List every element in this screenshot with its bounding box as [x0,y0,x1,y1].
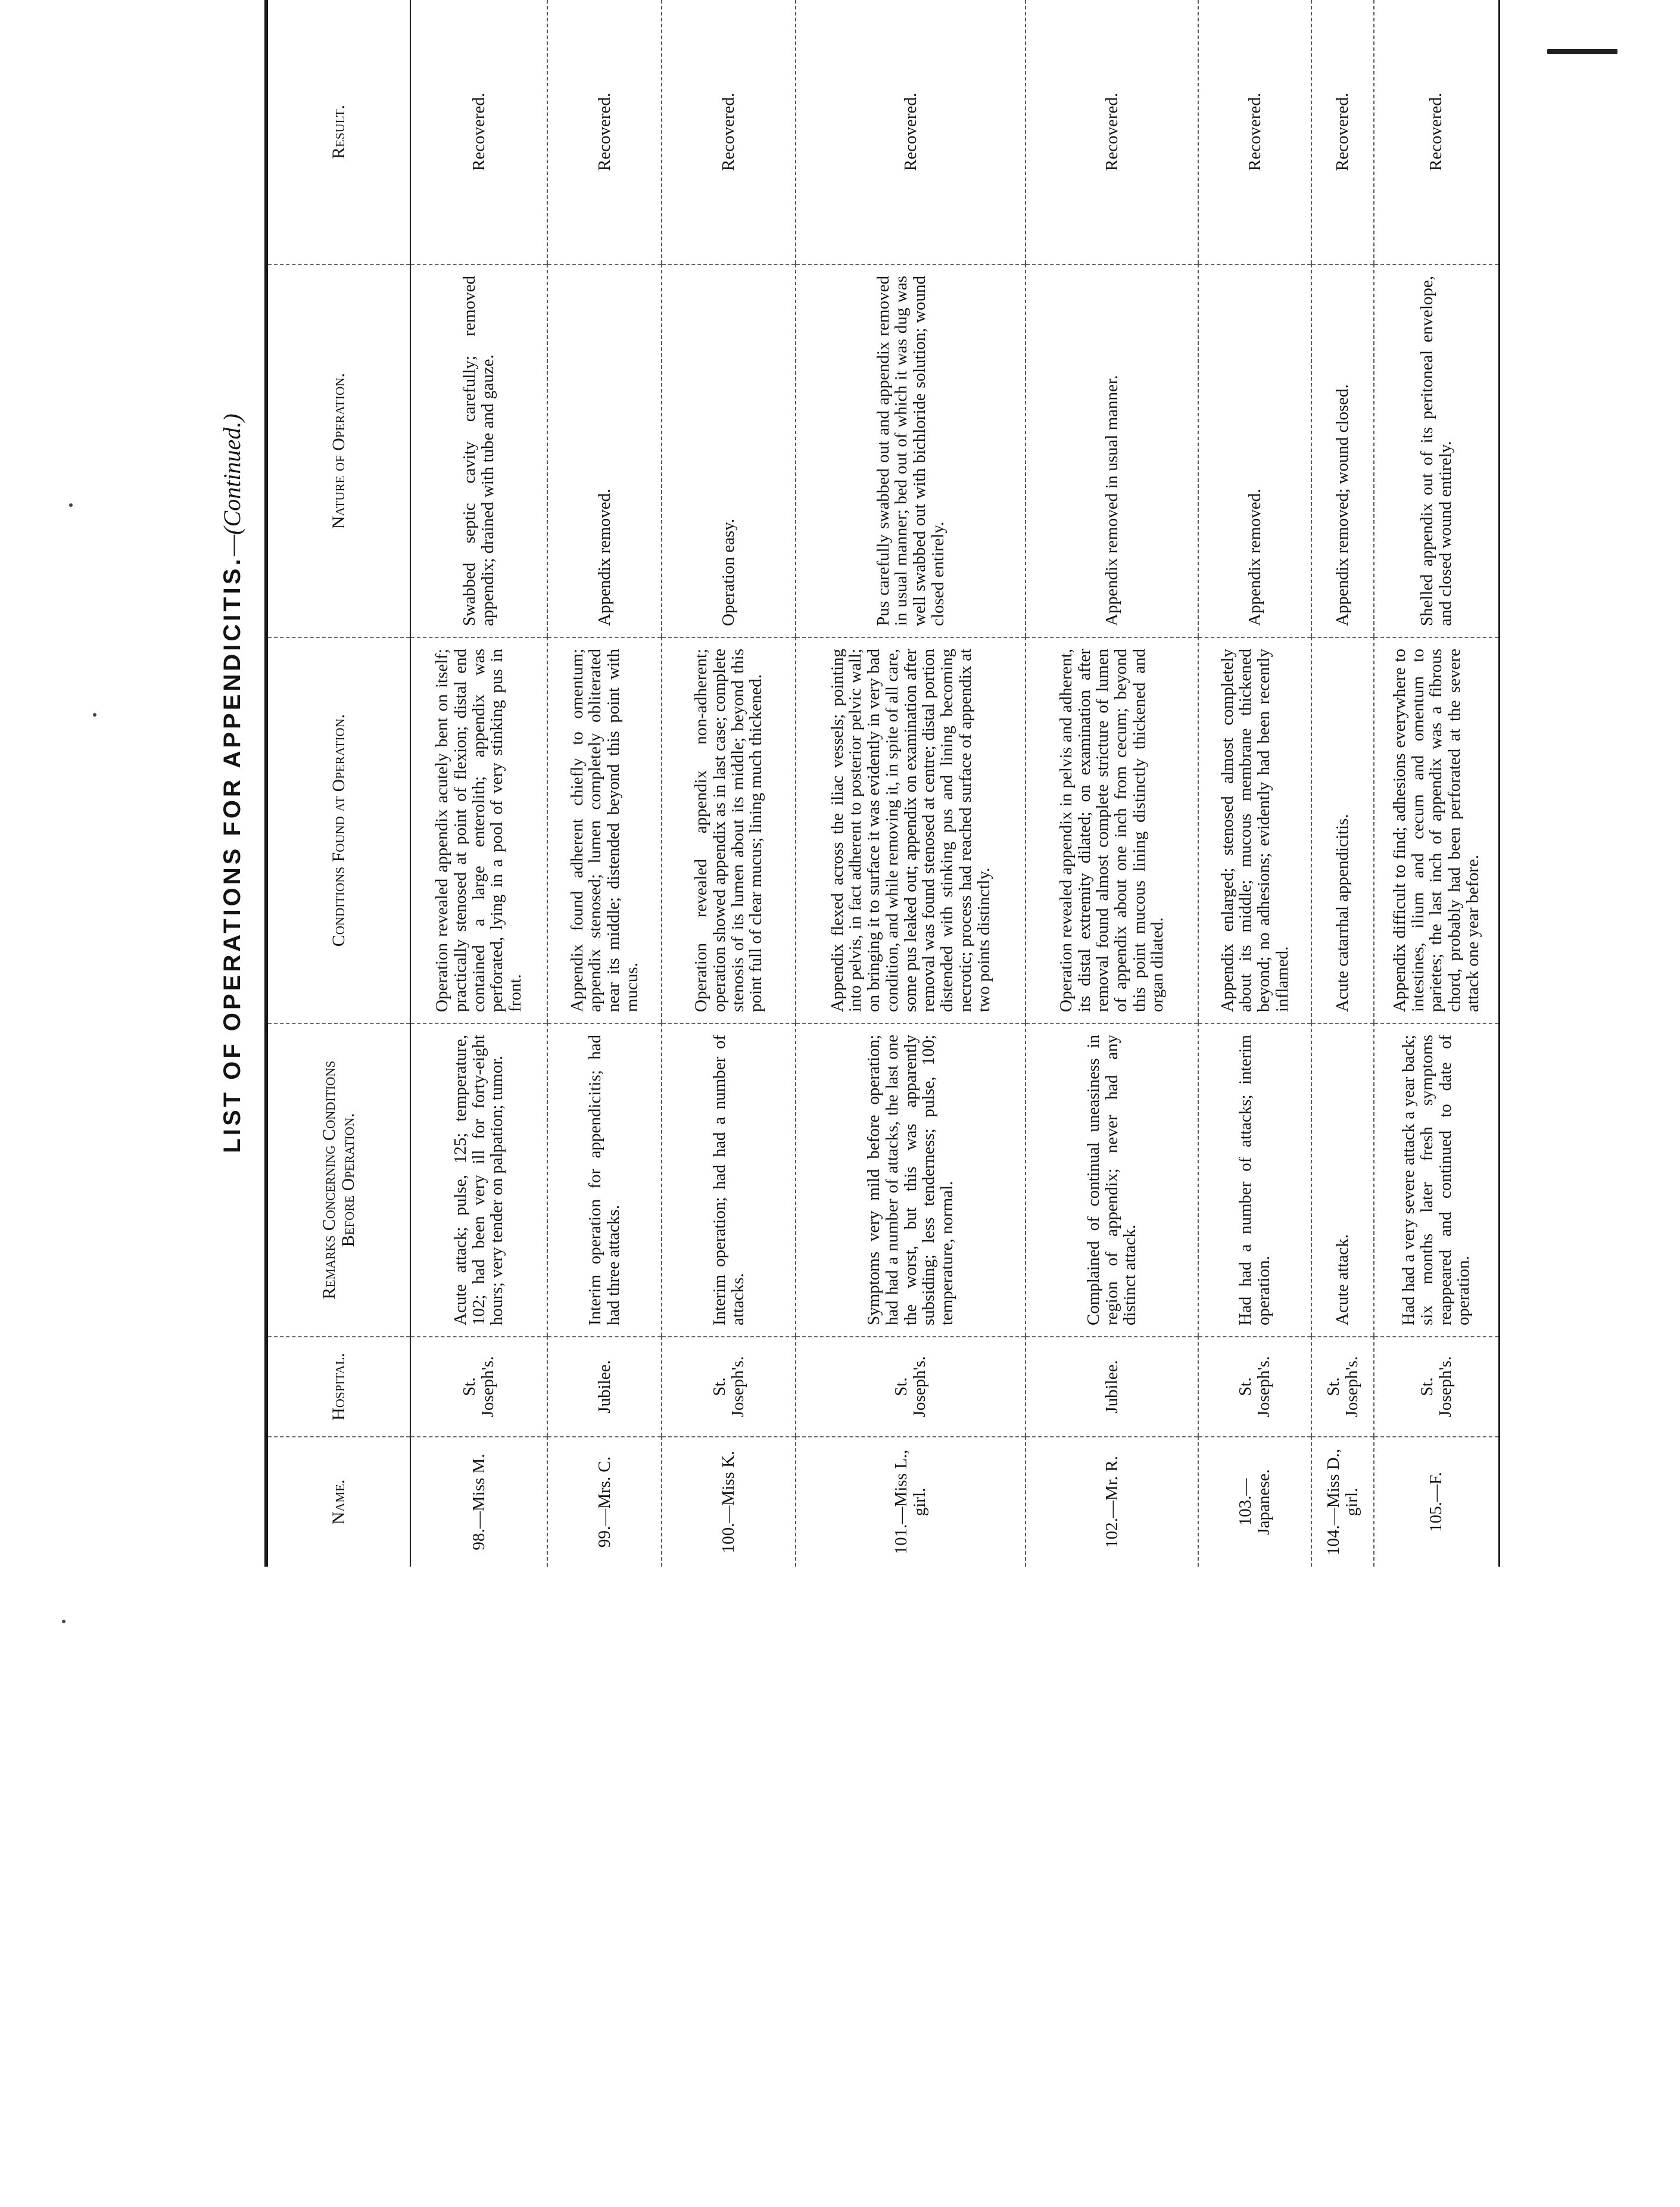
column-header-remarks: Remarks Concerning Conditions Before Operation. [266,1023,410,1337]
cell-hospital: Jubilee. [1026,1337,1198,1437]
operations-table [264,0,1500,1567]
cell-name: 101.—Miss L., girl. [796,1437,1026,1567]
cell-conditions: Appendix enlarged; stenosed almost completely about its middle; mucous membrane thickened beyond; no adhesions; evidently had been recently inflamed. [1198,637,1311,1023]
cell-result: Recovered. [1026,0,1198,264]
cell-nature: Appendix removed; wound closed. [1311,264,1374,637]
table-title: LIST OF OPERATIONS FOR APPENDICITIS. [219,556,245,1153]
column-header-nature: Nature of Operation. [266,264,410,637]
cell-name: 99.—Mrs. C. [547,1437,662,1567]
cell-name: 100.—Miss K. [662,1437,796,1567]
cell-name: 103.—Japanese. [1198,1437,1311,1567]
cell-remarks: Complained of continual uneasiness in region of appendix; never had any distinct attack. [1026,1023,1198,1337]
scan-speck [69,503,73,507]
cell-name: 105.—F. [1374,1437,1499,1567]
table-caption [214,0,250,1567]
cell-hospital: St. Joseph's. [796,1337,1026,1437]
scan-mark [1547,49,1617,54]
cell-result: Recovered. [1198,0,1311,264]
table-row [1311,0,1374,1567]
cell-name: 102.—Mr. R. [1026,1437,1198,1567]
cell-result: Recovered. [662,0,796,264]
cell-hospital: St. Joseph's. [1198,1337,1311,1437]
cell-nature: Appendix removed in usual manner. [1026,264,1198,637]
cell-nature: Appendix removed. [547,264,662,637]
table-row [1374,0,1499,1567]
cell-result: Recovered. [796,0,1026,264]
column-header-hospital: Hospital. [266,1337,410,1437]
cell-conditions: Operation revealed appendix acutely bent on itself; practically stenosed at point of flexion; distal end contained a large enterolith; appendix was perforated, lying in a pool of very stinking pus in front. [410,637,547,1023]
cell-hospital: St. Joseph's. [662,1337,796,1437]
cell-name: 104.—Miss D., girl. [1311,1437,1374,1567]
cell-name: 98.—Miss M. [410,1437,547,1567]
column-header-result: Result. [266,0,410,264]
cell-remarks: Symptoms very mild before operation; had had a number of attacks, the last one the worst, but this was apparently subsiding; less tenderness; pulse, 100; temperature, normal. [796,1023,1026,1337]
cell-remarks: Acute attack. [1311,1023,1374,1337]
table-header-row [266,0,410,1567]
cell-remarks: Had had a number of attacks; interim operation. [1198,1023,1311,1337]
cell-remarks: Interim operation for appendicitis; had had three attacks. [547,1023,662,1337]
cell-conditions: Operation revealed appendix in pelvis and adherent, its distal extremity dilated; on examination after removal found almost complete stricture of lumen of appendix about one inch from cecum; beyond this point mucous lining distinctly thickened and organ dilated. [1026,637,1198,1023]
cell-nature: Shelled appendix out of its peritoneal envelope, and closed wound entirely. [1374,264,1499,637]
cell-nature: Appendix removed. [1198,264,1311,637]
column-header-name: Name. [266,1437,410,1567]
cell-conditions: Appendix difficult to find; adhesions everywhere to intestines, ilium and cecum and omentum to parietes; the last inch of appendix was a fibrous chord, probably had been perforated at the severe attack one year before. [1374,637,1499,1023]
table-row [410,0,547,1567]
cell-hospital: St. Joseph's. [1311,1337,1374,1437]
scan-speck [93,713,96,717]
cell-hospital: St. Joseph's. [1374,1337,1499,1437]
cell-conditions: Appendix flexed across the iliac vessels; pointing into pelvis, in fact adherent to posterior pelvic wall; on bringing it to surface it was evidently in very bad condition, and while removing it, in spite of all care, some pus leaked out; appendix on examination after removal was found stenosed at centre; distal portion distended with stinking pus and lining becoming necrotic; process had reached surface of appendix at two points distinctly. [796,637,1026,1023]
cell-remarks: Had had a very severe attack a year back; six months later fresh symptoms reappeared and continued to date of operation. [1374,1023,1499,1337]
cell-remarks: Acute attack; pulse, 125; temperature, 102; had been very ill for forty-eight hours; very tender on palpation; tumor. [410,1023,547,1337]
table-row [796,0,1026,1567]
cell-remarks: Interim operation; had had a number of attacks. [662,1023,796,1337]
cell-result: Recovered. [1374,0,1499,264]
rotated-page-content [214,0,1482,1567]
scan-speck [62,1620,66,1623]
cell-nature: Operation easy. [662,264,796,637]
cell-conditions: Appendix found adherent chiefly to omentum; appendix stenosed; lumen completely obliterated near its middle; distended beyond this point with mucus. [547,637,662,1023]
table-row [1026,0,1198,1567]
cell-result: Recovered. [1311,0,1374,264]
cell-conditions: Operation revealed appendix non-adherent; operation showed appendix as in last case; complete stenosis of its lumen about its middle; beyond this point full of clear mucus; lining much thickened. [662,637,796,1023]
column-header-conditions: Conditions Found at Operation. [266,637,410,1023]
table-row [1198,0,1311,1567]
cell-hospital: St. Joseph's. [410,1337,547,1437]
cell-conditions: Acute catarrhal appendicitis. [1311,637,1374,1023]
cell-nature: Pus carefully swabbed out and appendix removed in usual manner; bed out of which it was dug was well swabbed out with bichloride solution; wound closed entirely. [796,264,1026,637]
table-row [547,0,662,1567]
cell-hospital: Jubilee. [547,1337,662,1437]
table-title-continued: —(Continued.) [219,413,245,556]
cell-nature: Swabbed septic cavity carefully; removed appendix; drained with tube and gauze. [410,264,547,637]
cell-result: Recovered. [410,0,547,264]
cell-result: Recovered. [547,0,662,264]
table-row [662,0,796,1567]
